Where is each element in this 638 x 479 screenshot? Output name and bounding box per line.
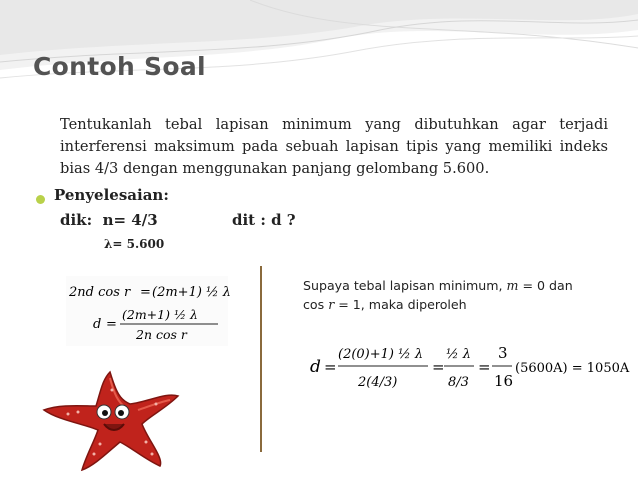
eq3-num3: 3 xyxy=(498,344,508,362)
solution-heading: Penyelesaian: xyxy=(54,186,169,204)
wavelength-value: λ= 5.600 xyxy=(104,237,165,251)
given-label: dik: xyxy=(60,211,93,229)
given-line xyxy=(60,211,158,229)
svg-text:=: = xyxy=(140,285,151,300)
eq1-rhs: (2m+1) ½ λ xyxy=(152,285,232,300)
eq3-num1: (2(0)+1) ½ λ xyxy=(338,347,424,362)
eq1-lhs: 2nd cos r xyxy=(69,285,131,300)
svg-text:=: = xyxy=(324,358,337,376)
eq2-lhs: d xyxy=(93,317,102,332)
formula-image xyxy=(66,276,232,346)
eq3-den1: 2(4/3) xyxy=(358,375,398,390)
note-text-2: = 0 dan xyxy=(518,278,573,293)
question-text: Tentukanlah tebal lapisan minimum yang dibutuhkan agar terjadi interferensi maksimum pada sebuah lapisan tipis yang memiliki indeks bias 4/3 dengan menggunakan panjang gelombang 5.600. xyxy=(60,116,608,177)
eq3-num2: ½ λ xyxy=(446,347,471,362)
slide-title: Contoh Soal xyxy=(33,52,206,81)
svg-text:=: = xyxy=(478,358,491,376)
eq2-denominator: 2n cos r xyxy=(136,327,187,342)
asked-line: dit : d ? xyxy=(232,211,296,229)
eq3-tail: (5600A) = 1050A xyxy=(515,361,630,376)
starfish-image xyxy=(38,362,188,477)
bullet-icon xyxy=(36,195,45,204)
note-text-3: = 1, maka diperoleh xyxy=(334,297,467,312)
condition-note xyxy=(303,276,603,314)
note-cos: cos xyxy=(303,297,329,312)
note-m: m xyxy=(506,278,519,293)
svg-text:=: = xyxy=(106,317,117,332)
computation-formula xyxy=(308,330,630,406)
svg-text:=: = xyxy=(432,358,445,376)
divider-line xyxy=(260,266,262,452)
eq2-numerator: (2m+1) ½ λ xyxy=(122,307,198,322)
eq3-den2: 8/3 xyxy=(448,375,469,390)
note-text-1: Supaya tebal lapisan minimum, xyxy=(303,278,507,293)
given-value: n= 4/3 xyxy=(102,211,158,229)
eq3-d: d xyxy=(310,357,321,377)
eq3-den3: 16 xyxy=(494,372,514,390)
note-r: r xyxy=(328,297,335,312)
